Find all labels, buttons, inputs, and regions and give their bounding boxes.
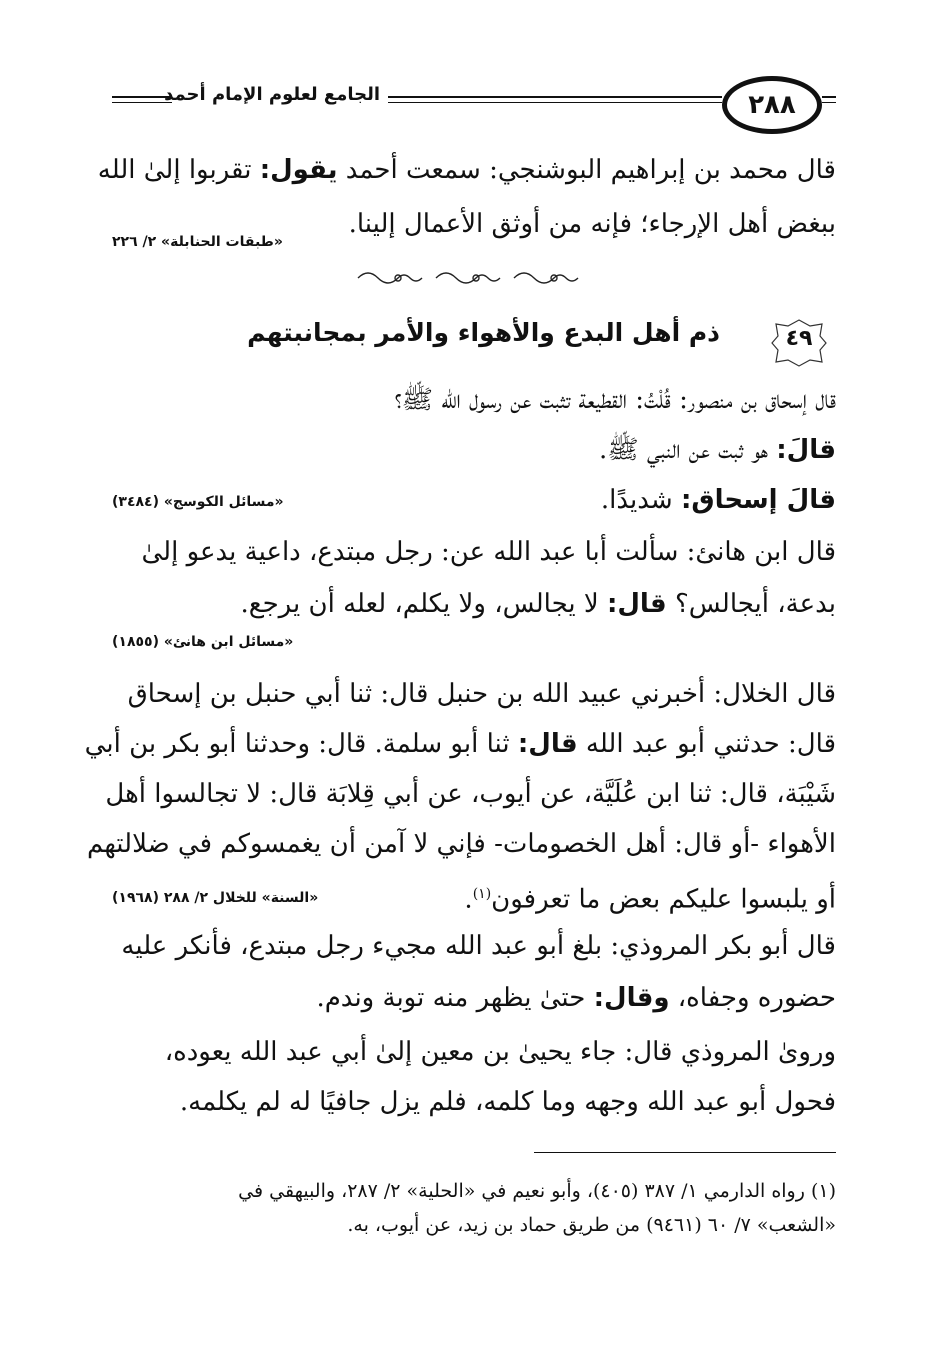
para5-line-1: وروىٰ المروذي قال: جاء يحيىٰ بن معين إلىٰ أبي عبد الله يعوده، xyxy=(164,1037,836,1067)
para3-source: «السنة» للخلال ٢/ ٢٨٨ (١٩٦٨) xyxy=(112,890,319,906)
footnote-line-2: «الشعب» ٧/ ٦٠ (٩٤٦١) من طريق حماد بن زيد، عن أيوب، به. xyxy=(347,1214,836,1236)
para1-line-3: قالَ إسحاق: شديدًا. xyxy=(600,485,836,515)
para4-line-2: حضوره وجفاه، وقال: حتىٰ يظهر منه توبة وندم. xyxy=(316,983,836,1013)
ornament-divider-icon xyxy=(352,266,584,290)
para2-source: «مسائل ابن هانئ» (١٨٥٥) xyxy=(112,634,294,650)
intro-line-1: قال محمد بن إبراهيم البوشنجي: سمعت أحمد يقول: تقربوا إلىٰ الله xyxy=(97,155,836,185)
para3-line-5: أو يلبسوا عليكم بعض ما تعرفون$^{(١)}$. xyxy=(464,884,836,915)
para3-line-2: قال: حدثني أبو عبد الله قال: ثنا أبو سلمة. قال: وحدثنا أبو بكر بن أبي xyxy=(84,729,836,759)
footnote-rule xyxy=(534,1152,836,1153)
section-title: ذم أهل البدع والأهواء والأمر بمجانبتهم xyxy=(247,318,720,347)
section-number: ٤٩ xyxy=(785,326,813,351)
para3-line-4: الأهواء -أو قال: أهل الخصومات- فإني لا آمن أن يغمسوكم في ضلالتهم xyxy=(87,829,836,859)
header-rule-right xyxy=(822,96,836,98)
para1-line-2: قالَ: هو ثبت عن النبي ﷺ. xyxy=(598,435,836,465)
footnote-line-1: (١) رواه الدارمي ١/ ٣٨٧ (٤٠٥)، وأبو نعيم في «الحلية» ٢/ ٢٨٧، والبيهقي في xyxy=(238,1180,836,1202)
intro-line-2: ببغض أهل الإرجاء؛ فإنه من أوثق الأعمال إلينا. xyxy=(348,209,836,239)
para1-line-1: قال إسحاق بن منصور: قُلْتُ: القطيعة تثبت عن رسول الله ﷺ؟ xyxy=(394,385,836,415)
para1-source: «مسائل الكوسج» (٣٤٨٤) xyxy=(112,494,284,510)
para2-line-2: بدعة، أيجالس؟ قال: لا يجالس، ولا يكلم، لعله أن يرجع. xyxy=(240,589,836,619)
para3-line-1: قال الخلال: أخبرني عبيد الله بن حنبل قال: ثنا أبي حنبل بن إسحاق xyxy=(127,679,836,709)
header-rule-middle-thin xyxy=(388,102,722,103)
para2-line-1: قال ابن هانئ: سألت أبا عبد الله عن: رجل مبتدع، داعية يدعو إلىٰ xyxy=(141,537,836,567)
para4-line-1: قال أبو بكر المروذي: بلغ أبو عبد الله مجيء رجل مبتدع، فأنكر عليه xyxy=(121,931,836,961)
header-rule-left-thin xyxy=(112,102,172,103)
para5-line-2: فحول أبو عبد الله وجهه وما كلمه، فلم يزل جافيًا له لم يكلمه. xyxy=(179,1087,836,1117)
para3-line-3: شَيْبَة، قال: ثنا ابن عُلَيَّة، عن أيوب، عن أبي قِلابَة قال: لا تجالسوا أهل xyxy=(105,779,836,809)
footnote-marker[interactable]: (١) xyxy=(472,886,492,902)
header-rule-middle xyxy=(388,96,722,98)
intro-source: «طبقات الحنابلة» ٢/ ٢٢٦ xyxy=(112,234,283,250)
running-title: الجامع لعلوم الإمام أحمد xyxy=(164,84,380,105)
page-number: ٢٨٨ xyxy=(722,76,822,134)
header-rule-right-thin xyxy=(822,102,836,103)
header-rule-left xyxy=(112,96,172,98)
